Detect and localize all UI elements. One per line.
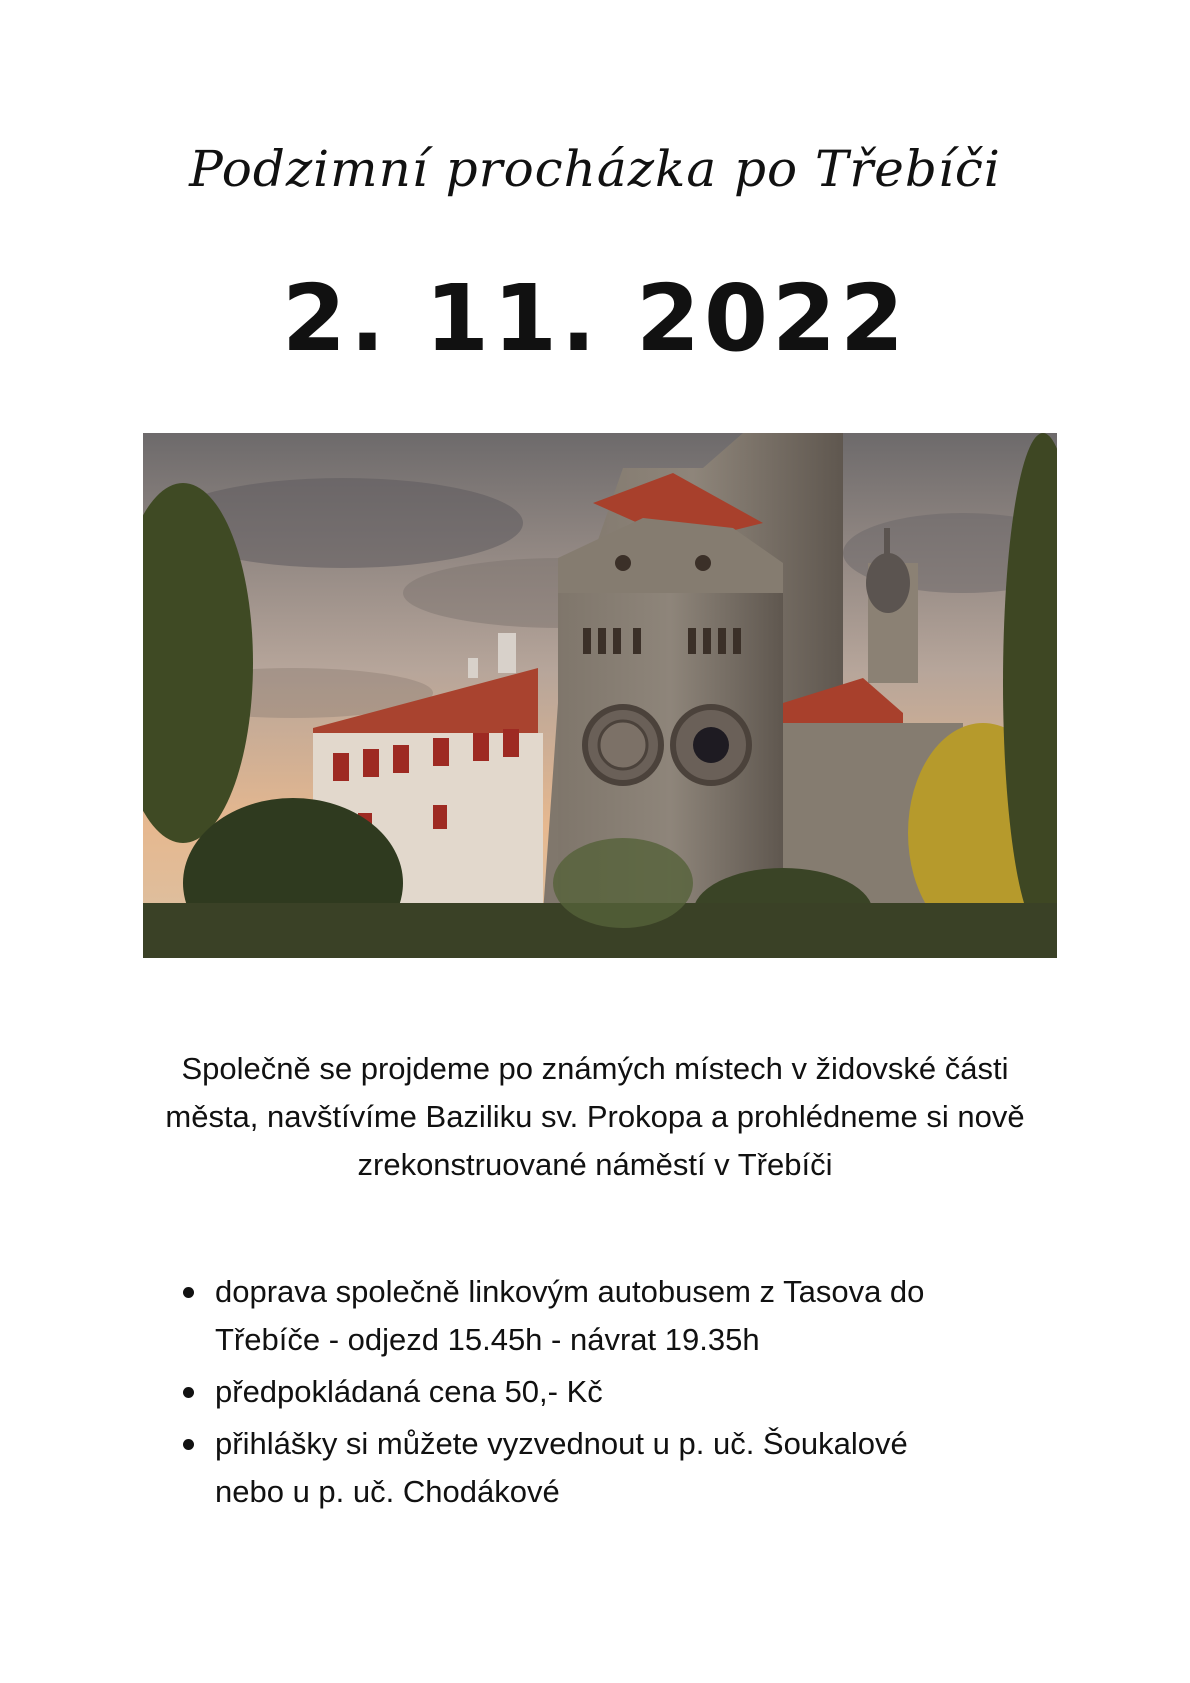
list-item-line: Třebíče - odjezd 15.45h - návrat 19.35h — [215, 1322, 760, 1357]
list-item-price — [175, 1368, 1075, 1416]
bullet-icon — [183, 1287, 194, 1298]
intro-line: zrekonstruované náměstí v Třebíči — [357, 1147, 833, 1182]
poster-title: Podzimní procházka po Třebíči — [189, 140, 1001, 198]
list-item-line: předpokládaná cena 50,- Kč — [215, 1374, 603, 1409]
bullet-icon — [183, 1439, 194, 1450]
list-item-line: přihlášky si můžete vyzvednout u p. uč. Šoukalové — [215, 1426, 908, 1461]
event-date: 2. 11. 2022 — [281, 265, 909, 372]
basilica-photo — [143, 433, 1057, 958]
list-item-line: nebo u p. uč. Chodákové — [215, 1474, 560, 1509]
intro-paragraph — [130, 1045, 1060, 1189]
list-item-transport — [175, 1268, 1075, 1364]
intro-line: města, navštívíme Baziliku sv. Prokopa a prohlédneme si nově — [165, 1099, 1025, 1134]
list-item-line: doprava společně linkovým autobusem z Tasova do — [215, 1274, 925, 1309]
info-list — [175, 1268, 1075, 1520]
bullet-icon — [183, 1387, 194, 1398]
intro-line: Společně se projdeme po známých místech v židovské části — [181, 1051, 1009, 1086]
list-item-registration — [175, 1420, 1075, 1516]
